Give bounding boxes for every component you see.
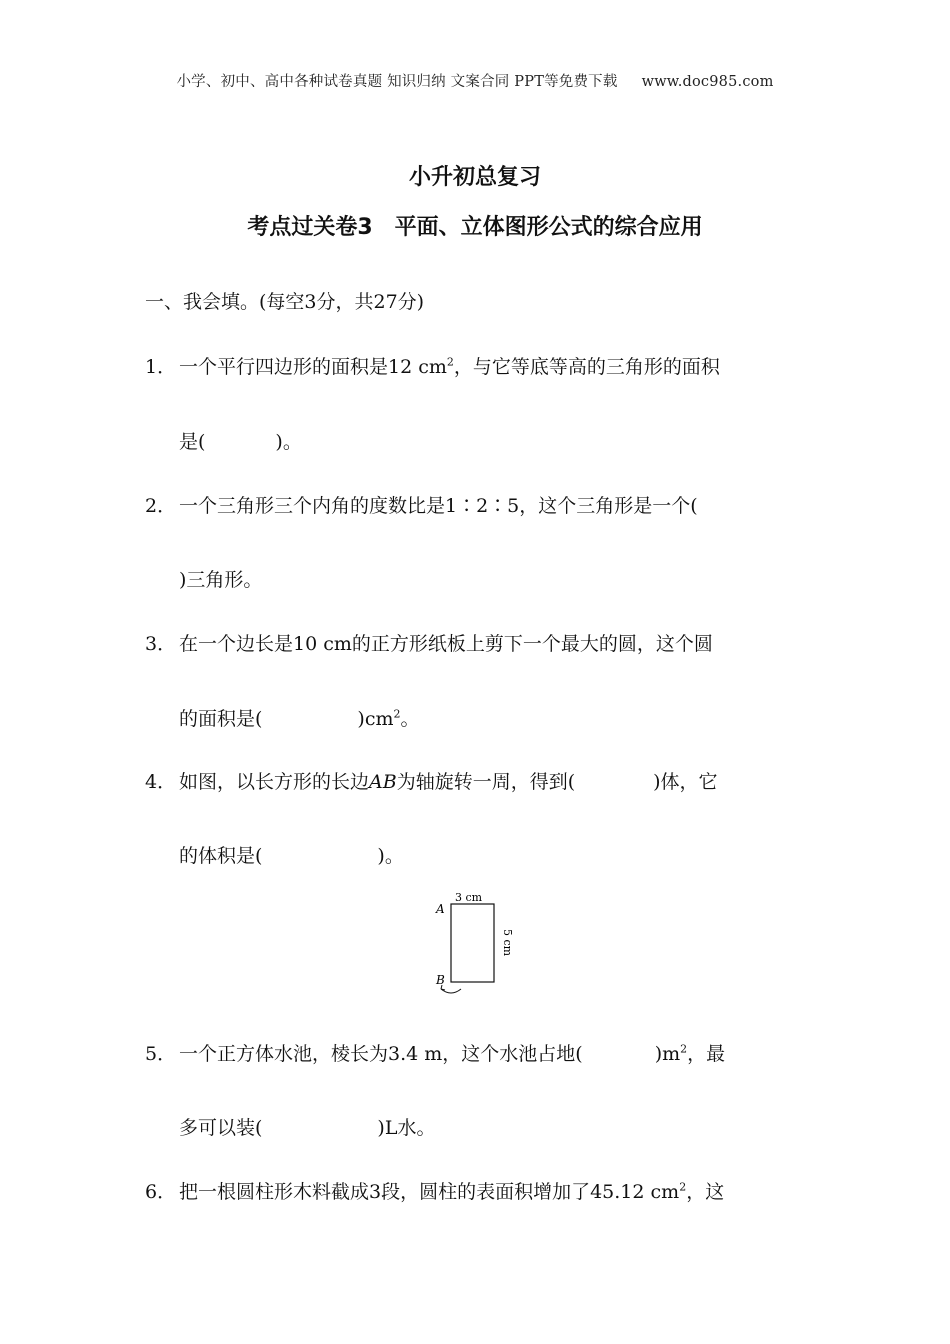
page-header [0,70,950,91]
question-number: 2． [145,495,177,517]
question-text: )cm [357,708,394,730]
question-5 [145,1039,725,1066]
question-1 [145,352,720,379]
question-number: 4． [145,771,177,793]
question-6 [145,1177,724,1204]
question-text: )三角形。 [179,569,263,591]
section-heading: 一、我会填。(每空3分，共27分) [145,291,425,313]
superscript: 2 [393,707,401,721]
question-text: 把一根圆柱形木料截成3段，圆柱的表面积增加了45.12 cm [179,1181,680,1203]
question-text: 一个平行四边形的面积是12 cm [179,356,447,378]
question-text: 一个三角形三个内角的度数比是1∶2∶5，这个三角形是一个( [179,495,698,517]
question-text: 。 [400,708,420,730]
superscript: 2 [679,1180,687,1194]
question-text: )。 [377,845,404,867]
question-text: 如图，以长方形的长边 [179,771,370,793]
page-subtitle: 考点过关卷3 平面、立体图形公式的综合应用 [247,215,703,240]
question-text: 多可以装( [179,1117,263,1139]
height-label: 5 cm [501,929,514,957]
question-text: 一个正方体水池，棱长为3.4 m，这个水池占地( [179,1043,583,1065]
superscript: 2 [446,355,454,369]
question-1-cont [179,427,302,454]
question-text: ，与它等底等高的三角形的面积 [453,356,720,378]
question-number: 6． [145,1181,177,1203]
question-3 [145,629,713,656]
question-2-cont [179,565,262,592]
question-5-cont [179,1113,435,1140]
question-4 [145,767,718,794]
question-text: 为轴旋转一周，得到( [396,771,576,793]
question-2 [145,491,698,518]
question-text: 是( [179,431,206,453]
question-text: )m [654,1043,681,1065]
question-text: 的面积是( [179,708,263,730]
question-text: ，这 [686,1181,725,1203]
rectangle-figure [425,885,535,1005]
question-text: )L水。 [377,1117,436,1139]
question-text: 在一个边长是10 cm的正方形纸板上剪下一个最大的圆，这个圆 [179,633,713,655]
question-number: 1． [145,356,177,378]
width-label: 3 cm [455,891,483,904]
question-text: ，最 [687,1043,726,1065]
rectangle [451,904,494,982]
page-title: 小升初总复习 [408,165,541,190]
question-text: )。 [275,431,302,453]
point-a-label: A [436,902,445,916]
header-text: 小学、初中、高中各种试卷真题 知识归纳 文案合同 PPT等免费下载 [176,74,618,90]
question-number: 5． [145,1043,177,1065]
question-text: )体，它 [653,771,718,793]
question-4-cont [179,841,404,868]
axis-label: AB [369,771,397,793]
header-site: www.doc985.com [641,74,774,90]
question-number: 3． [145,633,177,655]
point-b-label: B [436,973,445,987]
question-text: 的体积是( [179,845,263,867]
question-3-cont [179,704,420,731]
superscript: 2 [680,1042,688,1056]
